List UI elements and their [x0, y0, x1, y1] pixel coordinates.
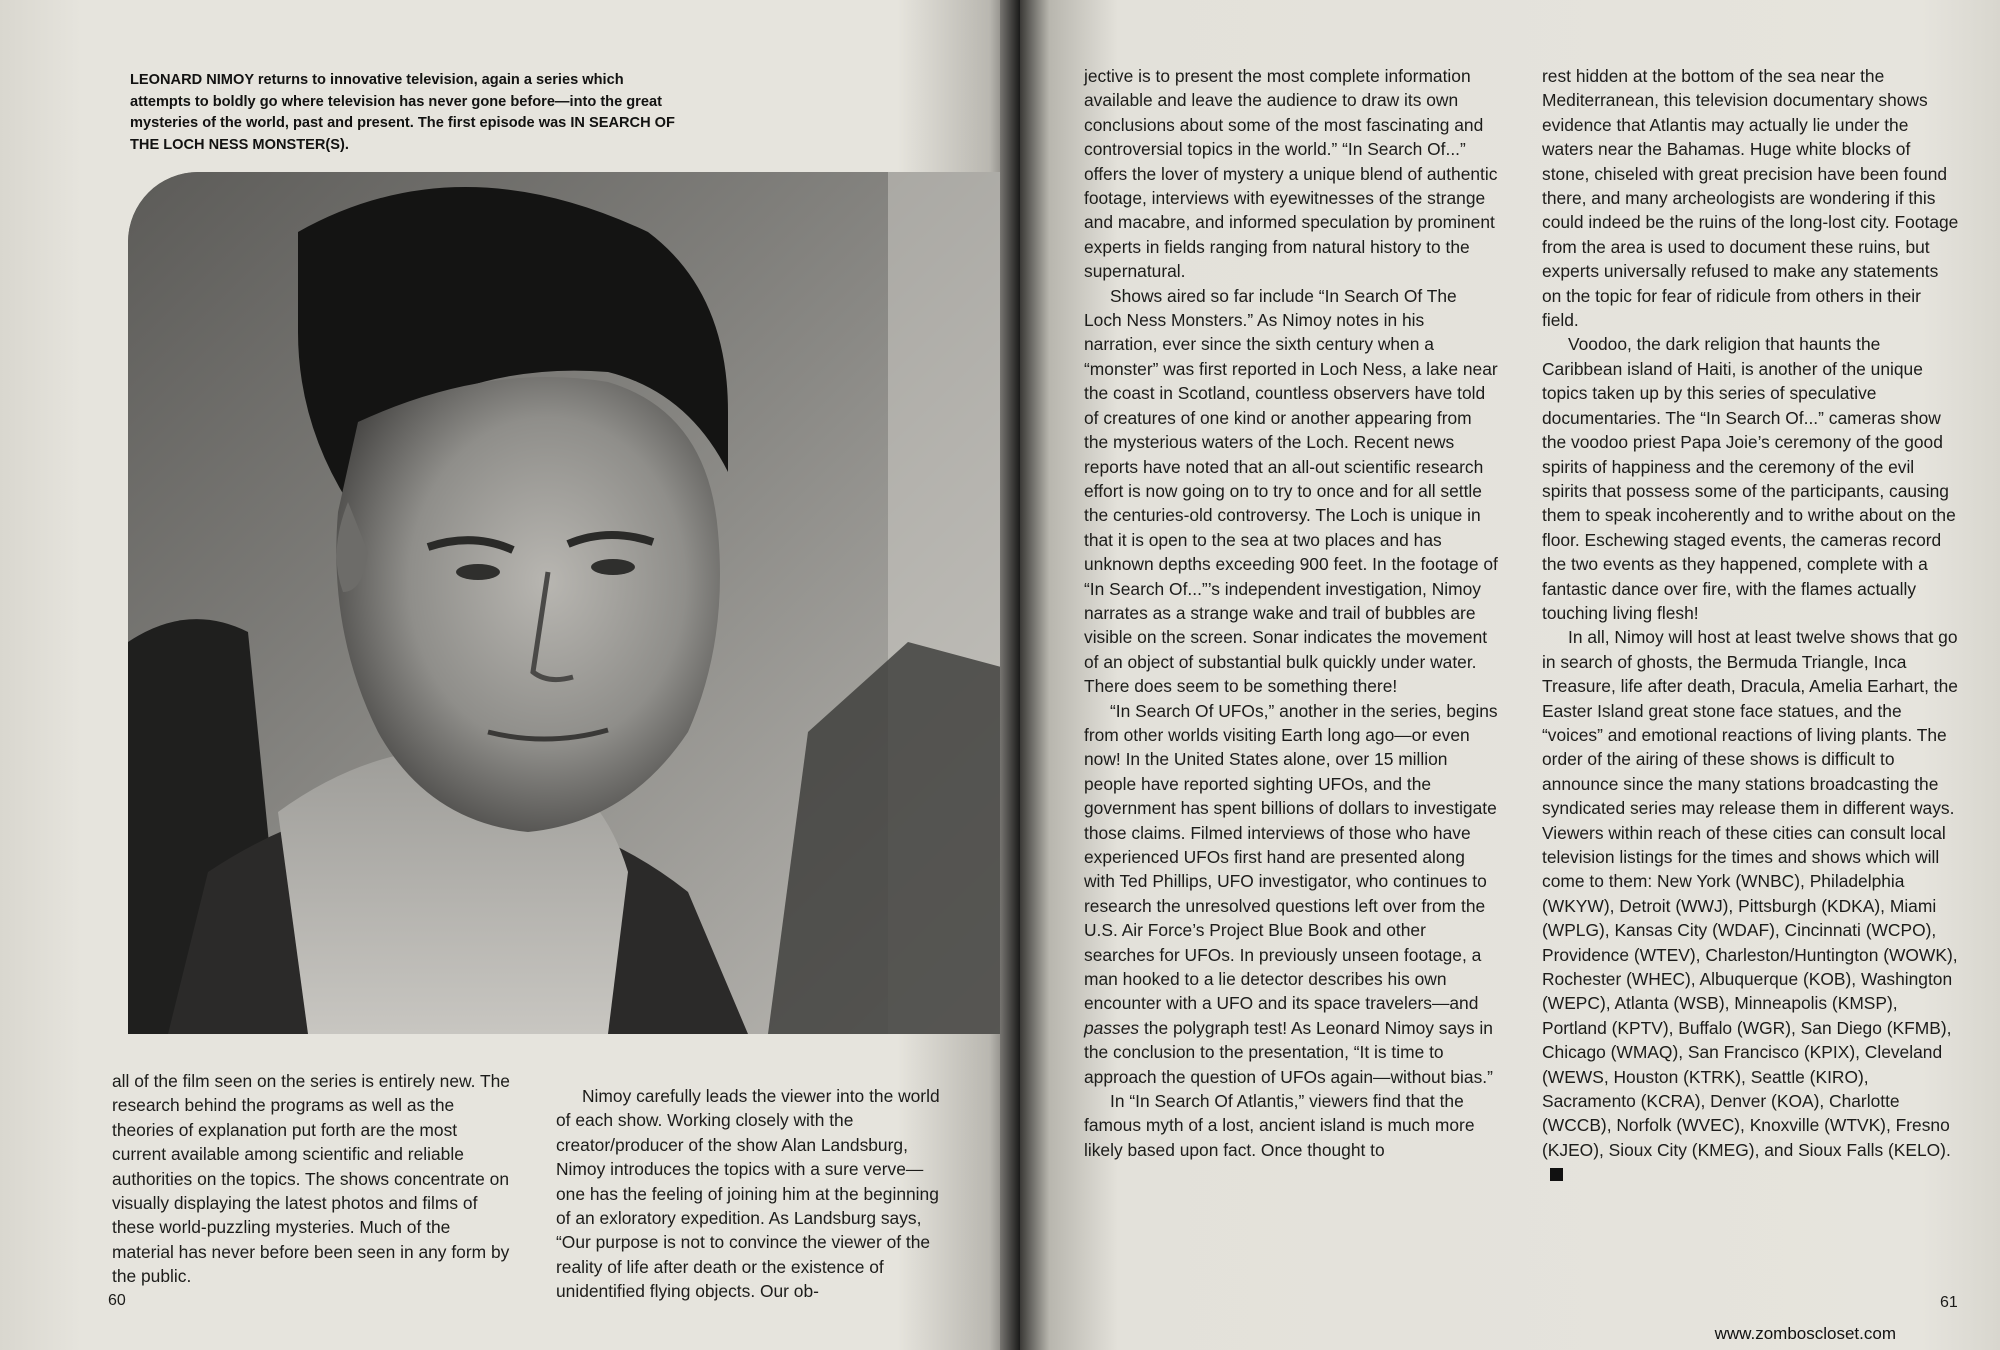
right-col2-p3 [1542, 625, 1962, 1186]
left-column-2 [556, 1084, 948, 1304]
intro-caption [130, 70, 675, 156]
website-url: www.zomboscloset.com [1714, 1324, 1896, 1343]
right-col1-p1: jective is to present the most complete information available and leave the audience to draw its own conclusions about some of the most fascinating and controversial topics in the world.” “In Search Of...” offers the lover of mystery a unique blend of authentic footage, interviews with eyewitnesses of the strange and macabre, and informed speculation by prominent experts in fields ranging from natural history to the supernatural. [1084, 66, 1498, 282]
left-column-1 [112, 1069, 512, 1289]
right-col1-p3 [1084, 699, 1499, 1090]
right-col1-p4: In “In Search Of Atlantis,” viewers find that the famous myth of a lost, ancient island is much more likely based upon fact. Once thought to [1084, 1091, 1475, 1160]
end-mark-icon [1550, 1168, 1563, 1181]
portrait-photo [128, 172, 1020, 1034]
portrait-image [128, 172, 1020, 1034]
right-page [1020, 0, 2000, 1350]
left-col2-paragraph: Nimoy carefully leads the viewer into the world of each show. Working closely with the creator/producer of the show Alan Landsburg, Nimoy introduces the topics with a sure verve—one has the feeling of joining him at the beginning of an exloratory expedition. As Landsburg says, “Our purpose is not to convince the viewer of the reality of life after death or the existence of unidentified flying objects. Our ob- [556, 1086, 940, 1302]
right-col1-p3-part1: “In Search Of UFOs,” another in the series, begins from other worlds visiting Earth long ago—or even now! In the United States alone, over 15 million people have reported sighting UFOs, and the government has spent billions of dollars to investigate those claims. Filmed interviews of those who have experienced UFOs first hand are presented along with Ted Phillips, UFO investigator, who continues to research the unresolved questions left over from the U.S. Air Force’s Project Blue Book and other searches for UFOs. In previously unseen footage, a man hooked to a lie detector describes his own encounter with a UFO and its space travelers—and [1084, 700, 1498, 1014]
right-col2-p2: Voodoo, the dark religion that haunts the Caribbean island of Haiti, is another of the unique topics taken up by this series of speculative documentaries. The “In Search Of...” cameras show the voodoo priest Papa Joie’s ceremony of the good spirits of happiness and the ceremony of the evil spirits that possess some of the participants, causing them to speak incoherently and to writhe about on the floor. Eschewing staged events, the cameras record the two events as they happened, complete with a fantastic dance over fire, with the flames actually touching living flesh! [1542, 334, 1956, 623]
left-col1-paragraph: all of the film seen on the series is entirely new. The research behind the programs as well as the theories of explanation put forth are the most current available among scientific and reliable authorities on the topics. The shows concentrate on visually displaying the latest photos and films of these world-puzzling mysteries. Much of the material has never before been seen in any form by the public. [112, 1071, 510, 1287]
right-col2-p1: rest hidden at the bottom of the sea near the Mediterranean, this television documentary shows evidence that Atlantis may actually lie under the waters near the Bahamas. Huge white blocks of stone, chiseled with great precision have been found there, and many archeologists are wondering if this could indeed be the ruins of the long-lost city. Footage from the area is used to document these ruins, but experts universally refused to make any statements on the topic for fear of ridicule from others in their field. [1542, 66, 1959, 331]
right-column-2 [1542, 64, 1962, 1187]
page-number-right: 61 [1940, 1294, 1958, 1311]
intro-lead: LEONARD NIMOY [130, 72, 254, 88]
right-col2-p3-text: In all, Nimoy will host at least twelve shows that go in search of ghosts, the Bermuda Triangle, Inca Treasure, life after death, Dracula, Amelia Earhart, the Easter Island great stone face statues, and the “voices” and emotional reactions of living plants. The order of the airing of these shows is difficult to announce since the many stations broadcasting the syndicated series may release them in different ways. Viewers within reach of these cities can consult local television listings for the times and shows which will come to them: New York (WNBC), Philadelphia (WKYW), Detroit (WWJ), Pittsburgh (KDKA), Miami (WPLG), Kansas City (WDAF), Cincinnati (WCPO), Providence (WTEV), Charleston/Huntington (WOWK), Rochester (WHEC), Albuquerque (KOB), Washington (WEPC), Atlanta (WSB), Minneapolis (KMSP), Portland (KPTV), Buffalo (WGR), San Diego (KFMB), Chicago (WMAQ), San Francisco (KPIX), Cleveland (WEWS, Houston (KTRK), Seattle (KIRO), Sacramento (KCRA), Denver (KOA), Charlotte (WCCB), Norfolk (WVEC), Knoxville (WTVK), Fresno (KJEO), Sioux City (KMEG), and Sioux Falls (KELO). [1542, 627, 1958, 1160]
right-column-1 [1084, 64, 1499, 1162]
page-number-left: 60 [108, 1292, 126, 1309]
right-col1-p2: Shows aired so far include “In Search Of The Loch Ness Monsters.” As Nimoy notes in his narration, ever since the sixth century when a “monster” was first reported in Loch Ness, a lake near the coast in Scotland, countless observers have told of creatures of one kind or another appearing from the mysterious waters of the Loch. Recent news reports have noted that an all-out scientific research effort is now going on to try to once and for all settle the centuries-old controversy. The Loch is unique in that it is open to the sea at two places and has unknown depths exceeding 900 feet. In the footage of “In Search Of...”’s independent investigation, Nimoy narrates as a strange wake and trail of bubbles are visible on the screen. Sonar indicates the movement of an object of substantial bulk quickly under water. There does seem to be something there! [1084, 285, 1498, 697]
right-col1-p3-italic: passes [1084, 1017, 1140, 1038]
intro-rest: returns to innovative television, again a series which attempts to boldly go where television has never gone before—into the great mysteries of the world, past and present. The first episode was IN SEARCH OF THE LOCH NESS MONSTER(S). [130, 72, 675, 153]
right-col1-p3-part2: the polygraph test! As Leonard Nimoy says in the conclusion to the presentation, “It is time to approach the question of UFOs again—without bias.” [1084, 1017, 1493, 1087]
